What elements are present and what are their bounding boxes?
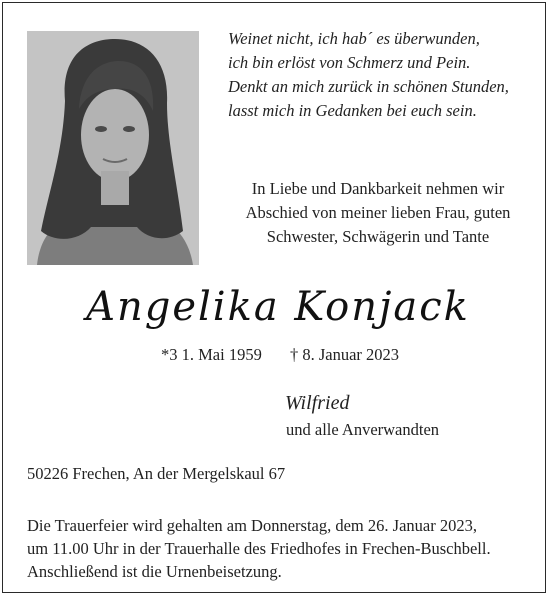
birth-date: *3 1. Mai 1959 — [161, 345, 262, 364]
intro-line: Schwester, Schwägerin und Tante — [266, 227, 490, 246]
funeral-line: Die Trauerfeier wird gehalten am Donnerstag, dem 26. Januar 2023, — [27, 516, 477, 535]
portrait-illustration — [27, 31, 199, 265]
death-date: † 8. Januar 2023 — [289, 345, 400, 364]
deceased-name: Angelika Konjack — [86, 284, 470, 330]
intro-line: In Liebe und Dankbarkeit nehmen wir — [251, 179, 505, 198]
portrait-photo — [27, 31, 199, 265]
intro-line: Abschied von meiner lieben Frau, guten — [245, 203, 511, 222]
poem-line: ich bin erlöst von Schmerz und Pein. — [228, 53, 471, 72]
poem-line: lasst mich in Gedanken bei euch sein. — [228, 101, 477, 120]
funeral-line: Anschließend ist die Urnenbeisetzung. — [27, 562, 282, 581]
life-dates — [161, 345, 399, 365]
funeral-line: um 11.00 Uhr in der Trauerhalle des Friedhofes in Frechen-Buschbell. — [27, 539, 491, 558]
mourner-name: Wilfried — [285, 392, 350, 414]
memorial-poem — [228, 27, 538, 123]
poem-line: Weinet nicht, ich hab´ es überwunden, — [228, 29, 480, 48]
poem-line: Denkt an mich zurück in schönen Stunden, — [228, 77, 509, 96]
relatives-line: und alle Anverwandten — [286, 420, 440, 439]
farewell-intro — [213, 177, 543, 249]
funeral-details — [27, 514, 539, 583]
family-address: 50226 Frechen, An der Mergelskaul 67 — [27, 464, 286, 483]
obituary-notice — [2, 2, 546, 593]
